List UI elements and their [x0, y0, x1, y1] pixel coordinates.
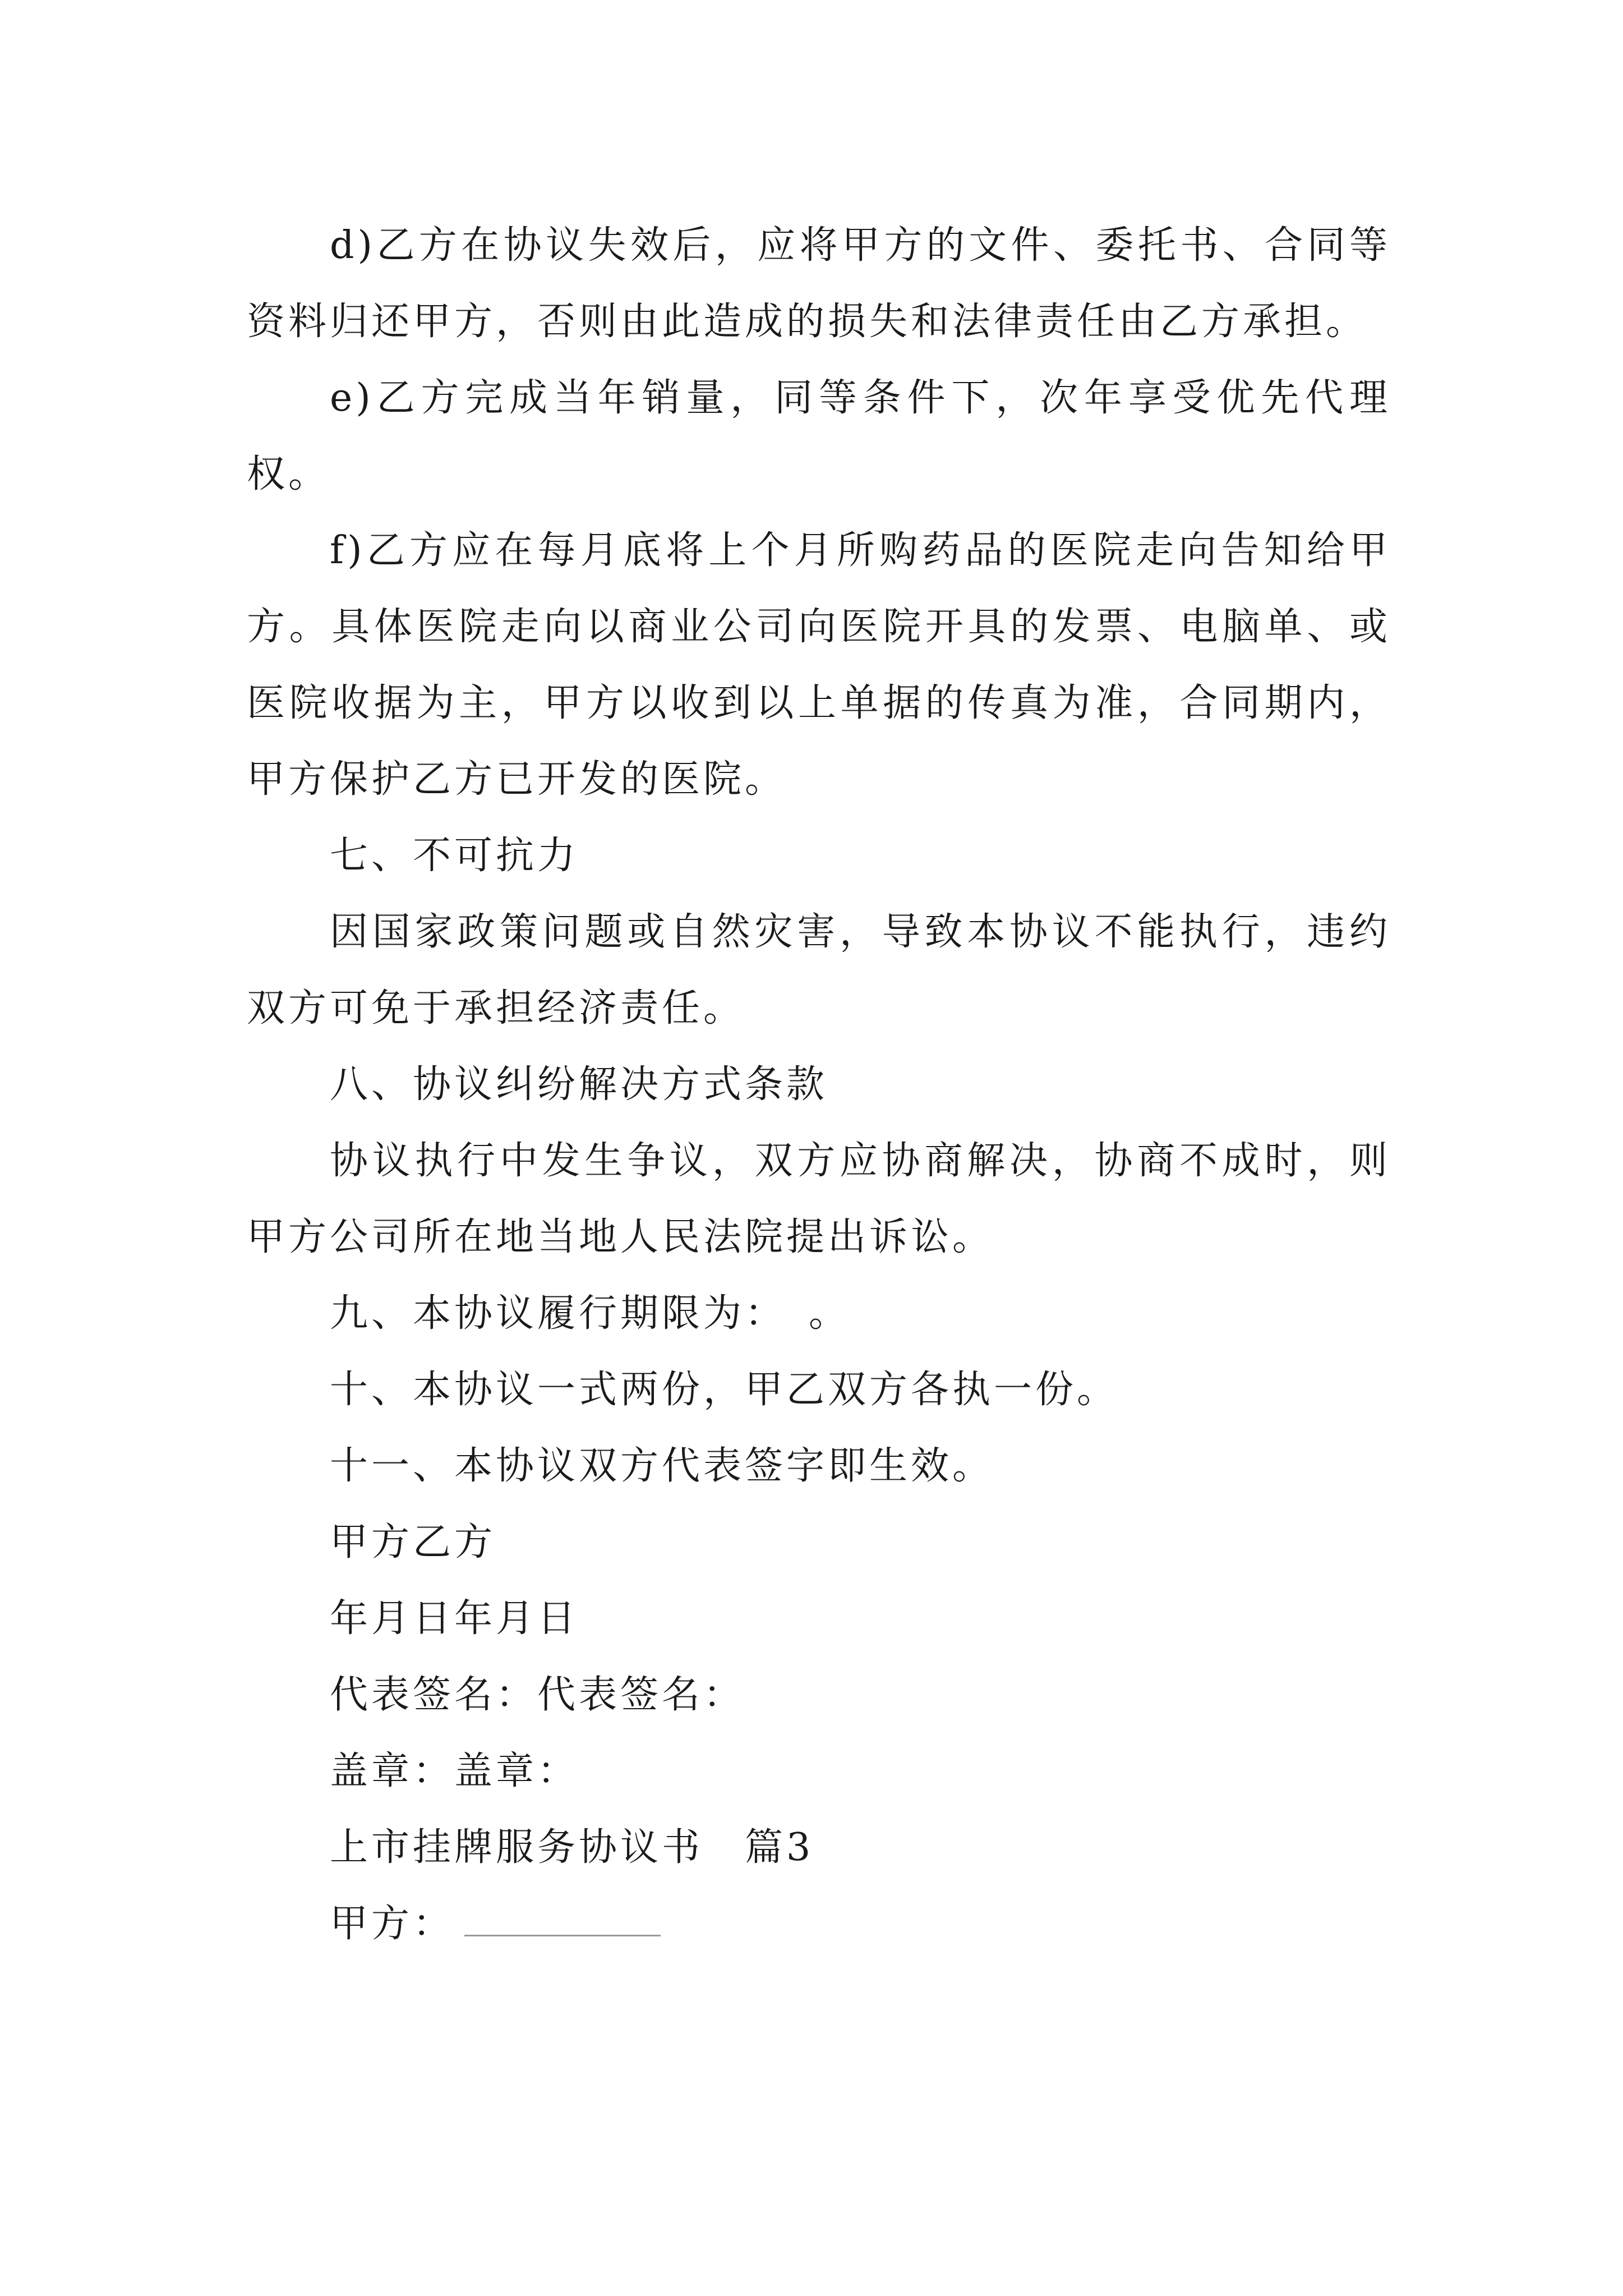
party-a-label: 甲方： [330, 1902, 455, 1946]
parties-line: 甲方乙方 [330, 1520, 496, 1565]
section-title: 上市挂牌服务协议书 篇3 [330, 1825, 814, 1870]
party-a-blank-underline [464, 1901, 661, 1936]
signatures-line: 代表签名：代表签名： [330, 1673, 745, 1717]
document-body [247, 208, 1391, 1962]
clause-d-paragraph: d)乙方在协议失效后，应将甲方的文件、委托书、合同等资料归还甲方，否则由此造成的损失和法律责任由乙方承担。 [247, 223, 1391, 344]
clause-f-paragraph: f)乙方应在每月底将上个月所购药品的医院走向告知给甲方。具体医院走向以商业公司向医院开具的发票、电脑单、或医院收据为主，甲方以收到以上单据的传真为准，合同期内，甲方保护乙方已开发的医院。 [247, 528, 1391, 802]
term-clause: 九、本协议履行期限为： 。 [330, 1291, 851, 1336]
dates-line: 年月日年月日 [330, 1596, 579, 1641]
dispute-paragraph: 协议执行中发生争议，双方应协商解决，协商不成时，则甲方公司所在地当地人民法院提出诉讼。 [247, 1139, 1391, 1259]
heading-force-majeure: 七、不可抗力 [330, 834, 579, 878]
heading-dispute-resolution: 八、协议纠纷解决方式条款 [330, 1062, 828, 1107]
seals-line: 盖章：盖章： [330, 1749, 579, 1793]
party-a-line [247, 1886, 1391, 1962]
effective-clause: 十一、本协议双方代表签字即生效。 [330, 1444, 994, 1488]
force-majeure-paragraph: 因国家政策问题或自然灾害，导致本协议不能执行，违约双方可免于承担经济责任。 [247, 910, 1391, 1030]
copies-clause: 十、本协议一式两份，甲乙双方各执一份。 [330, 1368, 1119, 1412]
clause-e-paragraph: e)乙方完成当年销量，同等条件下，次年享受优先代理权。 [247, 376, 1391, 496]
